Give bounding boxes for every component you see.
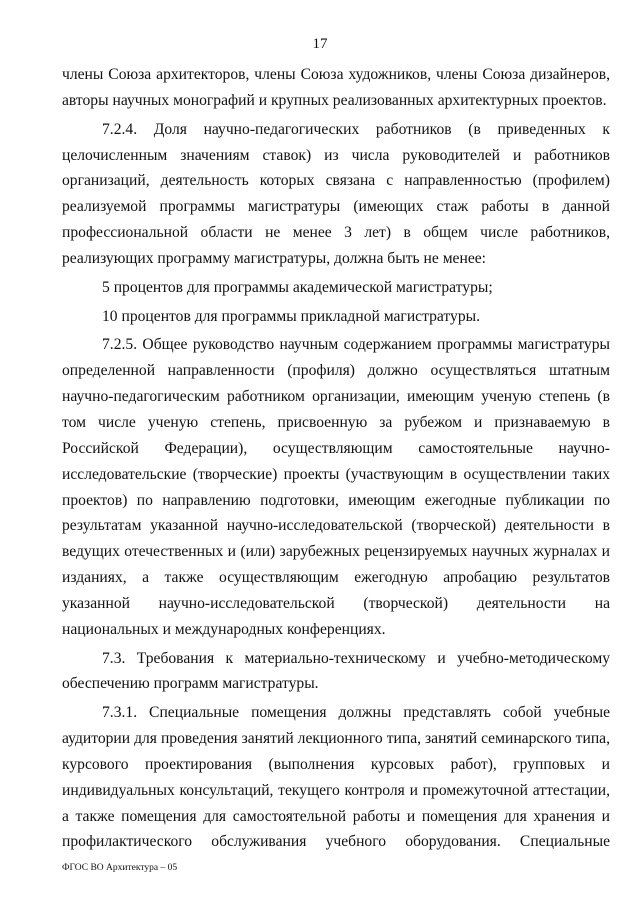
document-body [62, 62, 610, 855]
list-item-applied: 10 процентов для программы прикладной магистратуры. [102, 307, 480, 325]
paragraph-7-2-5: 7.2.5. Общее руководство научным содержанием программы магистратуры определенной направленности (профиля) должно осуществляться штатным научно-педагогическим работником организации, имеющим ученую степень (в том числе ученую степень, присвоенную за рубежом и признаваемую в Российской Федерации), осуществляющим самостоятельные научно-исследовательские (творческие) проекты (участвующим в осуществлении таких проектов) по направлению подготовки, имеющим ежегодные публикации по результатам указанной научно-исследовательской (творческой) деятельности в ведущих отечественных и (или) зарубежных рецензируемых научных журналах и изданиях, а также осуществляющим ежегодную апробацию результатов указанной научно-исследовательской (творческой) деятельности на национальных и международных конференциях. [62, 336, 610, 638]
paragraph-continuation: члены Союза архитекторов, члены Союза художников, члены Союза дизайнеров, авторы научных монографий и крупных реализованных архитектурных проектов. [62, 66, 610, 109]
paragraph-7-3-1: 7.3.1. Специальные помещения должны представлять собой учебные аудитории для проведения занятий лекционного типа, занятий семинарского типа, курсового проектирования (выполнения курсовых работ), групповых и индивидуальных консультаций, текущего контроля и промежуточной аттестации, а также помещения для самостоятельной работы и помещения для хранения и профилактического обслуживания учебного оборудования. Специальные [62, 704, 610, 851]
paragraph-7-2-4: 7.2.4. Доля научно-педагогических работников (в приведенных к целочисленным значениям ставок) из числа руководителей и работников организаций, деятельность которых связана с направленностью (профилем) реализуемой программы магистратуры (имеющих стаж работы в данной профессиональной области не менее 3 лет) в общем числе работников, реализующих программу магистратуры, должна быть не менее: [62, 120, 610, 267]
page-number: 17 [312, 36, 328, 52]
list-item-academic: 5 процентов для программы академической магистратуры; [102, 278, 493, 296]
document-footer: ФГОС ВО Архитектура – 05 [62, 863, 178, 873]
paragraph-7-3: 7.3. Требования к материально-техническому и учебно-методическому обеспечению программ магистратуры. [62, 649, 610, 693]
